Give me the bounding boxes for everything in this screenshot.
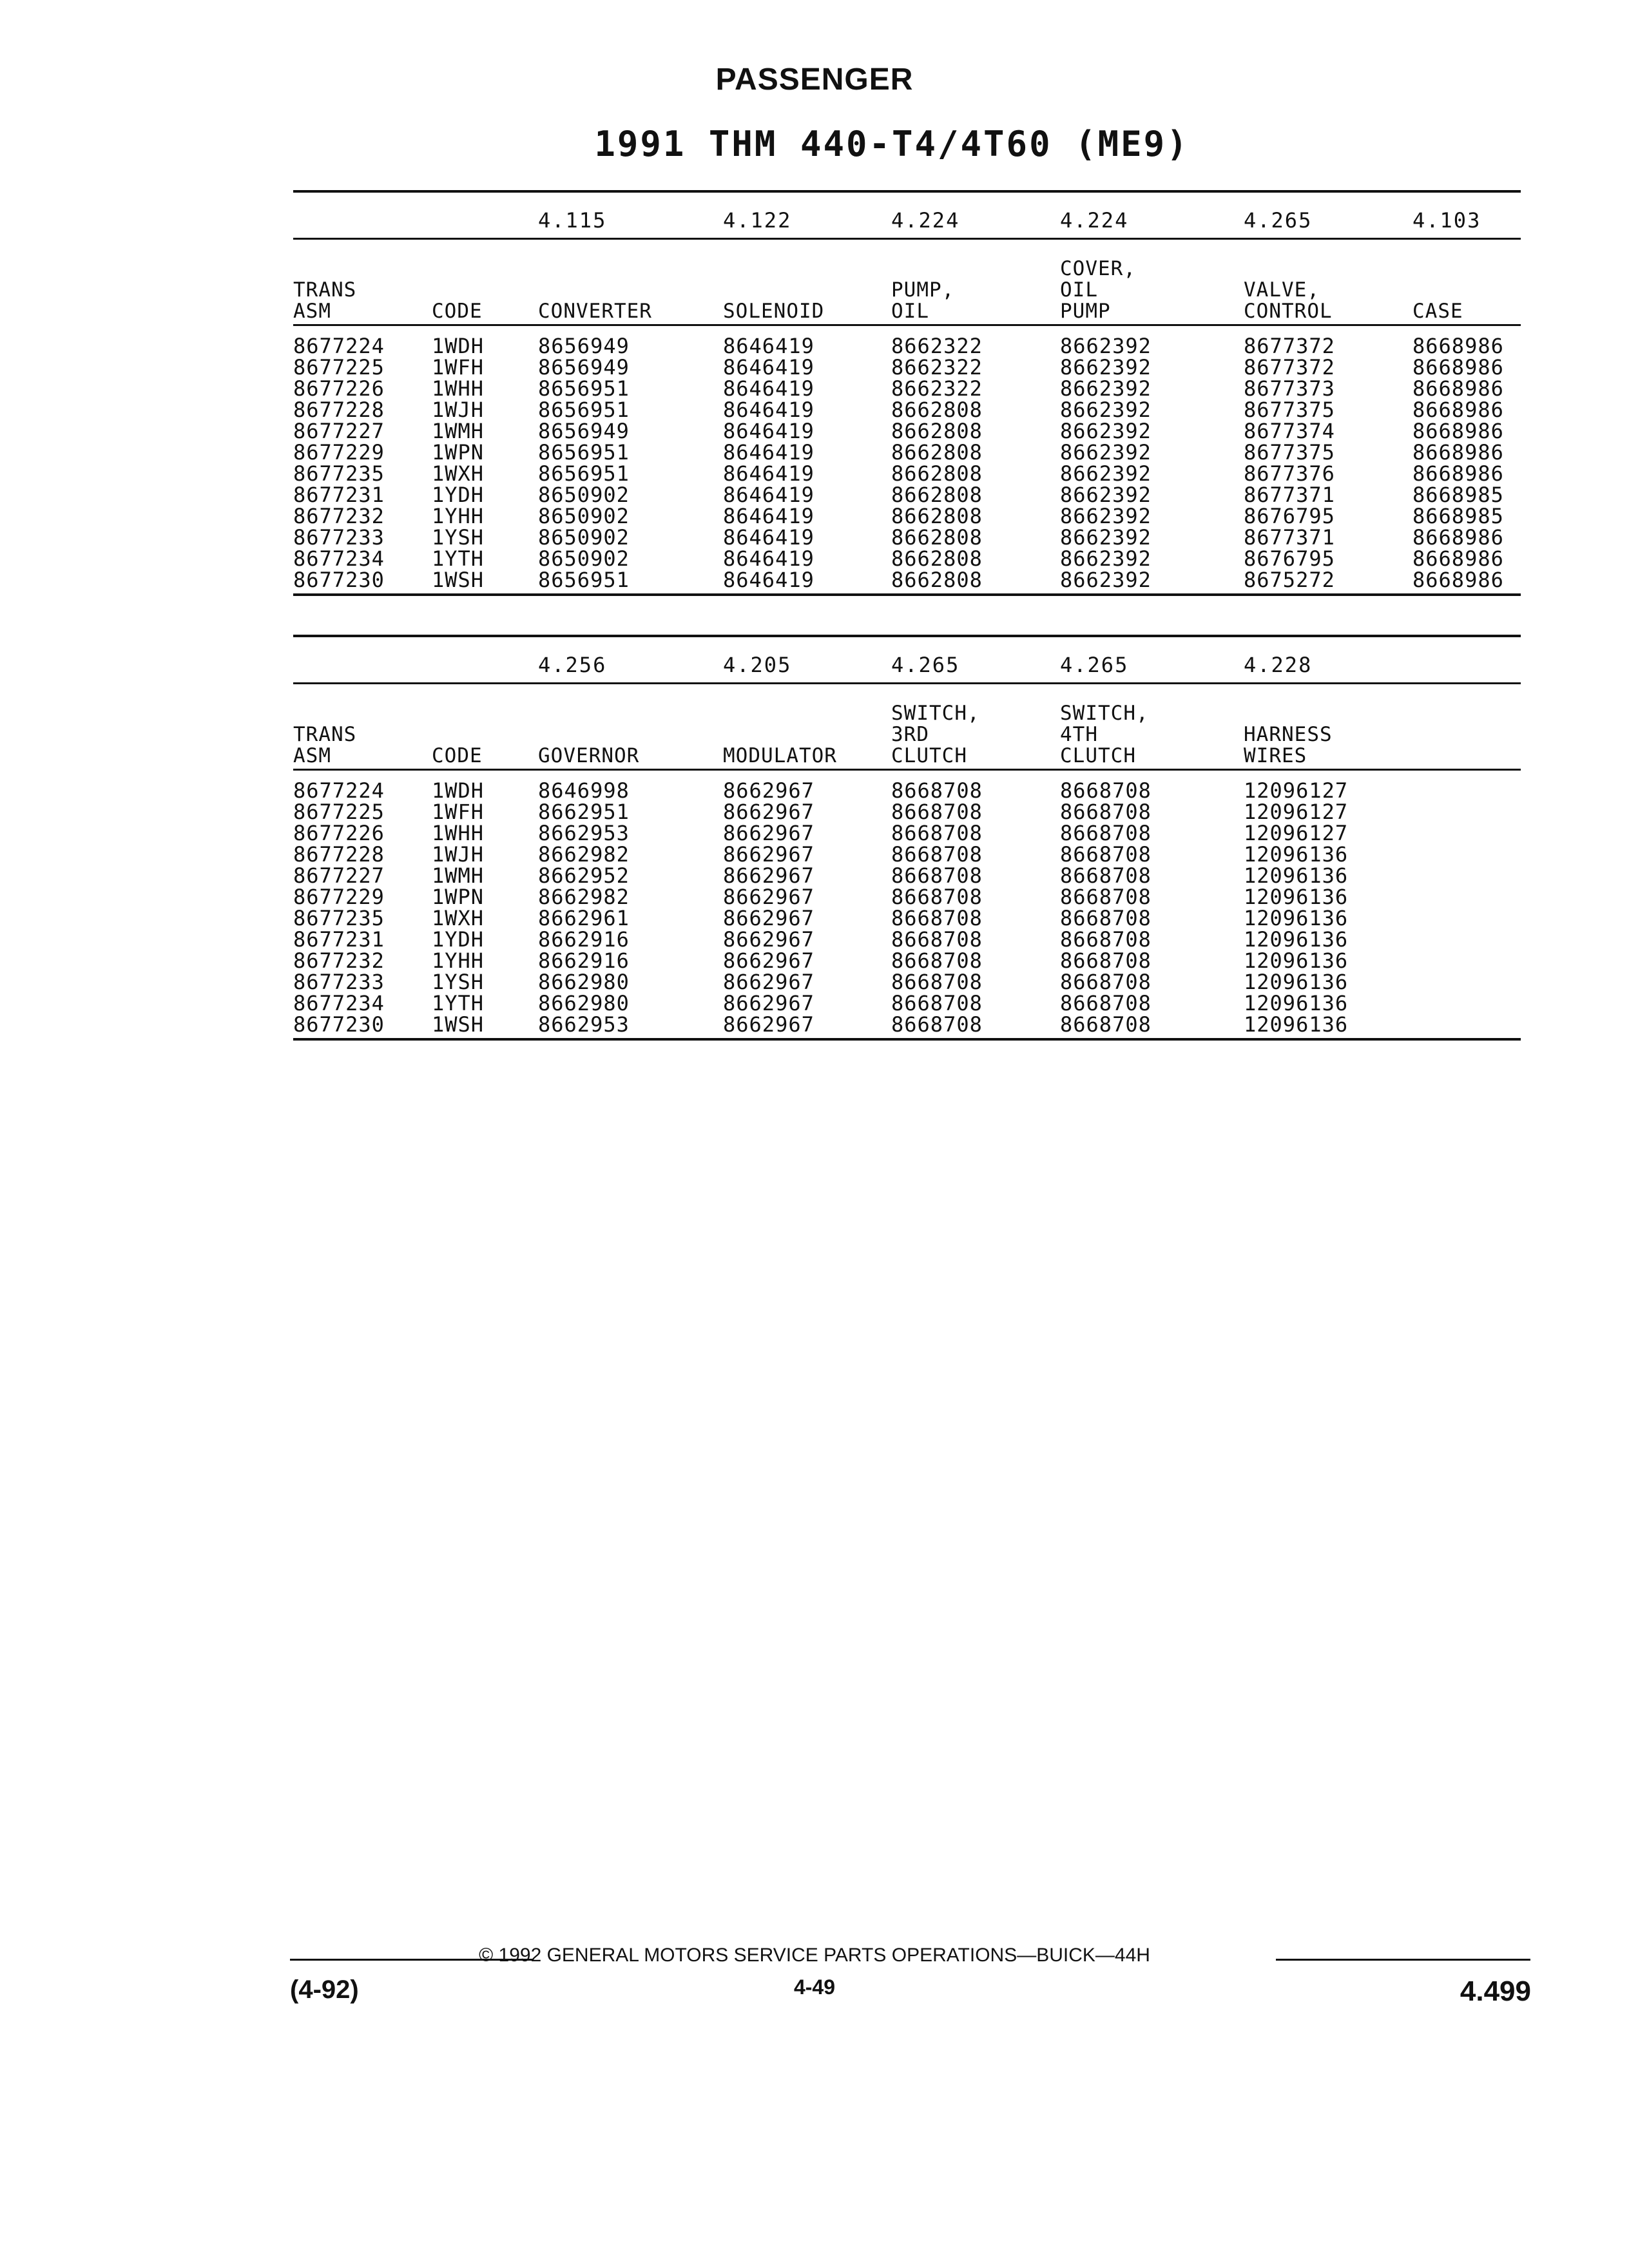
table-cell: 8668985 [1412, 504, 1504, 528]
table-cell: 8668708 [891, 906, 983, 930]
table-cell: 8677371 [1244, 483, 1335, 507]
table-cell: 8662967 [723, 863, 815, 888]
table-cell: 8677372 [1244, 334, 1335, 358]
column-header: VALVE, [1244, 278, 1320, 302]
table-cell: 8668986 [1412, 398, 1504, 422]
table-cell: 12096136 [1244, 863, 1349, 888]
table-cell: 8662967 [723, 948, 815, 973]
table-cell: 8662952 [538, 863, 630, 888]
table-cell: 8668708 [891, 970, 983, 994]
table-cell: 8662808 [891, 483, 983, 507]
table-cell: 8662967 [723, 821, 815, 845]
table-ref-rule [293, 682, 1521, 684]
table-cell: 12096136 [1244, 948, 1349, 973]
table-cell: 12096136 [1244, 885, 1349, 909]
table-bottom-rule [293, 593, 1521, 596]
table-cell: 8662392 [1060, 525, 1152, 550]
table-cell: 8668708 [891, 885, 983, 909]
table-cell: 8668986 [1412, 525, 1504, 550]
column-ref-number: 4.256 [538, 653, 607, 677]
table-cell: 8662967 [723, 778, 815, 803]
column-header: PUMP, [891, 278, 955, 302]
table-top-rule [293, 635, 1521, 637]
table-cell: 8662808 [891, 440, 983, 465]
table-header-rule [293, 324, 1521, 326]
table-cell: 8662322 [891, 355, 983, 380]
table-cell: 8677234 [293, 991, 385, 1015]
table-cell: 8656951 [538, 376, 630, 401]
table-cell: 12096136 [1244, 991, 1349, 1015]
footer-copyright: © 1992 GENERAL MOTORS SERVICE PARTS OPERATIONS—BUICK—44H [479, 1945, 1150, 1966]
table-cell: 8662392 [1060, 504, 1152, 528]
table-cell: 8662392 [1060, 334, 1152, 358]
table-cell: 1WXH [432, 906, 485, 930]
table-cell: 12096127 [1244, 821, 1349, 845]
table-cell: 8656951 [538, 461, 630, 486]
table-cell: 1YSH [432, 970, 485, 994]
table-cell: 8662961 [538, 906, 630, 930]
table-cell: 1WPN [432, 885, 485, 909]
column-header: TRANS [293, 278, 357, 302]
table-cell: 8677224 [293, 778, 385, 803]
table-cell: 8668708 [891, 948, 983, 973]
table-cell: 8662916 [538, 948, 630, 973]
table-cell: 8677231 [293, 483, 385, 507]
table-cell: 8662392 [1060, 546, 1152, 571]
table-cell: 8656951 [538, 568, 630, 592]
table-cell: 8668708 [1060, 863, 1152, 888]
table-cell: 8668708 [1060, 885, 1152, 909]
table-cell: 1WFH [432, 800, 485, 824]
column-header: GOVERNOR [538, 744, 640, 767]
table-cell: 8646419 [723, 546, 815, 571]
column-ref-number: 4.224 [891, 208, 960, 233]
column-header: MODULATOR [723, 744, 837, 767]
table-cell: 8662392 [1060, 398, 1152, 422]
table-cell: 1WMH [432, 863, 485, 888]
table-cell: 8668708 [1060, 821, 1152, 845]
table-cell: 12096127 [1244, 800, 1349, 824]
table-cell: 8668708 [891, 821, 983, 845]
table-cell: 1YSH [432, 525, 485, 550]
table-cell: 8646419 [723, 419, 815, 443]
table-cell: 8662808 [891, 461, 983, 486]
table-cell: 8656951 [538, 398, 630, 422]
table-cell: 8668986 [1412, 355, 1504, 380]
table-cell: 1WFH [432, 355, 485, 380]
table-cell: 8668986 [1412, 546, 1504, 571]
table-cell: 8662808 [891, 419, 983, 443]
table-cell: 8656949 [538, 419, 630, 443]
table-cell: 8662953 [538, 1012, 630, 1037]
table-cell: 8677225 [293, 800, 385, 824]
table-cell: 8646419 [723, 568, 815, 592]
table-cell: 8677234 [293, 546, 385, 571]
column-ref-number: 4.115 [538, 208, 607, 233]
table-cell: 8677233 [293, 970, 385, 994]
table-cell: 1YHH [432, 504, 485, 528]
table-cell: 8668708 [891, 991, 983, 1015]
footer-date: (4-92) [290, 1975, 359, 2004]
table-cell: 8662967 [723, 906, 815, 930]
table-cell: 12096127 [1244, 778, 1349, 803]
table-cell: 8646419 [723, 440, 815, 465]
page-title: PASSENGER [715, 62, 914, 97]
table-cell: 8662982 [538, 885, 630, 909]
table-cell: 8668986 [1412, 568, 1504, 592]
table-cell: 1WMH [432, 419, 485, 443]
footer-page-number: 4.499 [1460, 1975, 1531, 2007]
column-ref-number: 4.265 [891, 653, 960, 677]
column-header: CLUTCH [891, 744, 967, 767]
table-cell: 8662953 [538, 821, 630, 845]
table-cell: 8668708 [891, 1012, 983, 1037]
table-cell: 8668708 [1060, 991, 1152, 1015]
table-cell: 8668708 [1060, 906, 1152, 930]
table-cell: 8668986 [1412, 419, 1504, 443]
table-cell: 8668708 [891, 842, 983, 867]
table-cell: 8668708 [1060, 948, 1152, 973]
table-cell: 8677225 [293, 355, 385, 380]
table-cell: 8677374 [1244, 419, 1335, 443]
column-ref-number: 4.265 [1244, 208, 1313, 233]
table-cell: 1WJH [432, 842, 485, 867]
table-cell: 8668986 [1412, 334, 1504, 358]
table-cell: 8668986 [1412, 376, 1504, 401]
footer-rule-right [1276, 1959, 1530, 1961]
table-cell: 8677375 [1244, 398, 1335, 422]
table-cell: 8662808 [891, 504, 983, 528]
table-cell: 1WDH [432, 778, 485, 803]
table-cell: 8646419 [723, 376, 815, 401]
table-cell: 8662967 [723, 800, 815, 824]
table-cell: 8662967 [723, 927, 815, 952]
table-cell: 8662967 [723, 842, 815, 867]
table-cell: 8677227 [293, 419, 385, 443]
column-header: TRANS [293, 723, 357, 746]
table-cell: 12096136 [1244, 1012, 1349, 1037]
table-cell: 8662967 [723, 970, 815, 994]
column-header: CODE [432, 744, 483, 767]
table-cell: 1WHH [432, 821, 485, 845]
table-cell: 8677226 [293, 821, 385, 845]
column-header: HARNESS [1244, 723, 1333, 746]
column-header: ASM [293, 300, 331, 323]
column-header: CASE [1412, 300, 1463, 323]
table-cell: 8650902 [538, 546, 630, 571]
table-cell: 1WSH [432, 568, 485, 592]
table-cell: 8646419 [723, 525, 815, 550]
column-ref-number: 4.265 [1060, 653, 1129, 677]
table-cell: 8677226 [293, 376, 385, 401]
table-cell: 8662392 [1060, 483, 1152, 507]
table-cell: 8677229 [293, 440, 385, 465]
table-ref-rule [293, 238, 1521, 240]
table-cell: 8662980 [538, 991, 630, 1015]
column-header: COVER, [1060, 257, 1136, 280]
table-cell: 8677371 [1244, 525, 1335, 550]
table-cell: 12096136 [1244, 906, 1349, 930]
table-cell: 8662967 [723, 1012, 815, 1037]
table-cell: 8668708 [891, 927, 983, 952]
column-ref-number: 4.122 [723, 208, 792, 233]
table-cell: 8662808 [891, 546, 983, 571]
page-subtitle: 1991 THM 440-T4/4T60 (ME9) [594, 124, 1190, 164]
table-bottom-rule [293, 1038, 1521, 1041]
column-header: SWITCH, [1060, 702, 1149, 725]
table-cell: 8677235 [293, 906, 385, 930]
table-cell: 1YDH [432, 927, 485, 952]
table-cell: 8668708 [1060, 778, 1152, 803]
column-header: CODE [432, 300, 483, 323]
table-cell: 8668986 [1412, 440, 1504, 465]
column-ref-number: 4.205 [723, 653, 792, 677]
table-cell: 1YTH [432, 546, 485, 571]
table-cell: 1WJH [432, 398, 485, 422]
table-cell: 8662980 [538, 970, 630, 994]
column-header: WIRES [1244, 744, 1307, 767]
table-cell: 8646419 [723, 334, 815, 358]
table-cell: 8646419 [723, 461, 815, 486]
column-header: OIL [891, 300, 929, 323]
table-cell: 8677228 [293, 398, 385, 422]
table-cell: 1WHH [432, 376, 485, 401]
table-cell: 8675272 [1244, 568, 1335, 592]
table-cell: 12096136 [1244, 970, 1349, 994]
table-cell: 8650902 [538, 483, 630, 507]
table-cell: 8677373 [1244, 376, 1335, 401]
table-cell: 8677232 [293, 948, 385, 973]
table-cell: 1YDH [432, 483, 485, 507]
column-header: SWITCH, [891, 702, 980, 725]
table-cell: 8668708 [1060, 970, 1152, 994]
table-cell: 8668708 [891, 800, 983, 824]
table-cell: 8668708 [1060, 1012, 1152, 1037]
column-header: CONVERTER [538, 300, 652, 323]
table-cell: 8677233 [293, 525, 385, 550]
column-ref-number: 4.103 [1412, 208, 1481, 233]
table-cell: 8662322 [891, 376, 983, 401]
table-cell: 12096136 [1244, 842, 1349, 867]
table-cell: 8662392 [1060, 419, 1152, 443]
table-header-rule [293, 769, 1521, 771]
table-cell: 8662392 [1060, 568, 1152, 592]
column-header: 4TH [1060, 723, 1098, 746]
column-header: 3RD [891, 723, 929, 746]
table-cell: 8662392 [1060, 440, 1152, 465]
table-cell: 8677235 [293, 461, 385, 486]
column-ref-number: 4.224 [1060, 208, 1129, 233]
table-cell: 8662967 [723, 885, 815, 909]
table-cell: 8668986 [1412, 461, 1504, 486]
table-cell: 8646419 [723, 398, 815, 422]
table-cell: 8668708 [891, 778, 983, 803]
column-header: ASM [293, 744, 331, 767]
table-cell: 8662392 [1060, 376, 1152, 401]
table-cell: 1WSH [432, 1012, 485, 1037]
table-cell: 8650902 [538, 504, 630, 528]
column-header: SOLENOID [723, 300, 825, 323]
column-header: PUMP [1060, 300, 1111, 323]
column-header: OIL [1060, 278, 1098, 302]
table-cell: 8646419 [723, 504, 815, 528]
table-cell: 1WXH [432, 461, 485, 486]
table-cell: 12096136 [1244, 927, 1349, 952]
table-cell: 8662967 [723, 991, 815, 1015]
table-cell: 8677376 [1244, 461, 1335, 486]
table-cell: 8656949 [538, 355, 630, 380]
table-cell: 8662808 [891, 525, 983, 550]
table-cell: 8677232 [293, 504, 385, 528]
table-cell: 8677231 [293, 927, 385, 952]
table-cell: 1YTH [432, 991, 485, 1015]
table-cell: 8668985 [1412, 483, 1504, 507]
table-cell: 8646998 [538, 778, 630, 803]
table-cell: 8646419 [723, 483, 815, 507]
table-cell: 8662808 [891, 568, 983, 592]
table-cell: 8662951 [538, 800, 630, 824]
table-cell: 8677229 [293, 885, 385, 909]
table-cell: 8668708 [891, 863, 983, 888]
table-cell: 8662916 [538, 927, 630, 952]
table-cell: 8662982 [538, 842, 630, 867]
column-header: CLUTCH [1060, 744, 1136, 767]
table-cell: 8656949 [538, 334, 630, 358]
footer-page-ref: 4-49 [793, 1975, 836, 1999]
table-cell: 8677224 [293, 334, 385, 358]
table-cell: 8650902 [538, 525, 630, 550]
table-cell: 8677228 [293, 842, 385, 867]
table-cell: 8677372 [1244, 355, 1335, 380]
table-cell: 1WDH [432, 334, 485, 358]
table-cell: 8662392 [1060, 461, 1152, 486]
table-cell: 8668708 [1060, 927, 1152, 952]
table-cell: 8646419 [723, 355, 815, 380]
table-cell: 8677375 [1244, 440, 1335, 465]
table-cell: 8662322 [891, 334, 983, 358]
table-cell: 8676795 [1244, 546, 1335, 571]
table-top-rule [293, 190, 1521, 193]
table-cell: 8677230 [293, 568, 385, 592]
table-cell: 8676795 [1244, 504, 1335, 528]
table-cell: 8656951 [538, 440, 630, 465]
table-cell: 8662392 [1060, 355, 1152, 380]
table-cell: 8677230 [293, 1012, 385, 1037]
table-cell: 1YHH [432, 948, 485, 973]
table-cell: 8662808 [891, 398, 983, 422]
column-header: CONTROL [1244, 300, 1333, 323]
table-cell: 1WPN [432, 440, 485, 465]
table-cell: 8668708 [1060, 842, 1152, 867]
column-ref-number: 4.228 [1244, 653, 1313, 677]
table-cell: 8668708 [1060, 800, 1152, 824]
table-cell: 8677227 [293, 863, 385, 888]
